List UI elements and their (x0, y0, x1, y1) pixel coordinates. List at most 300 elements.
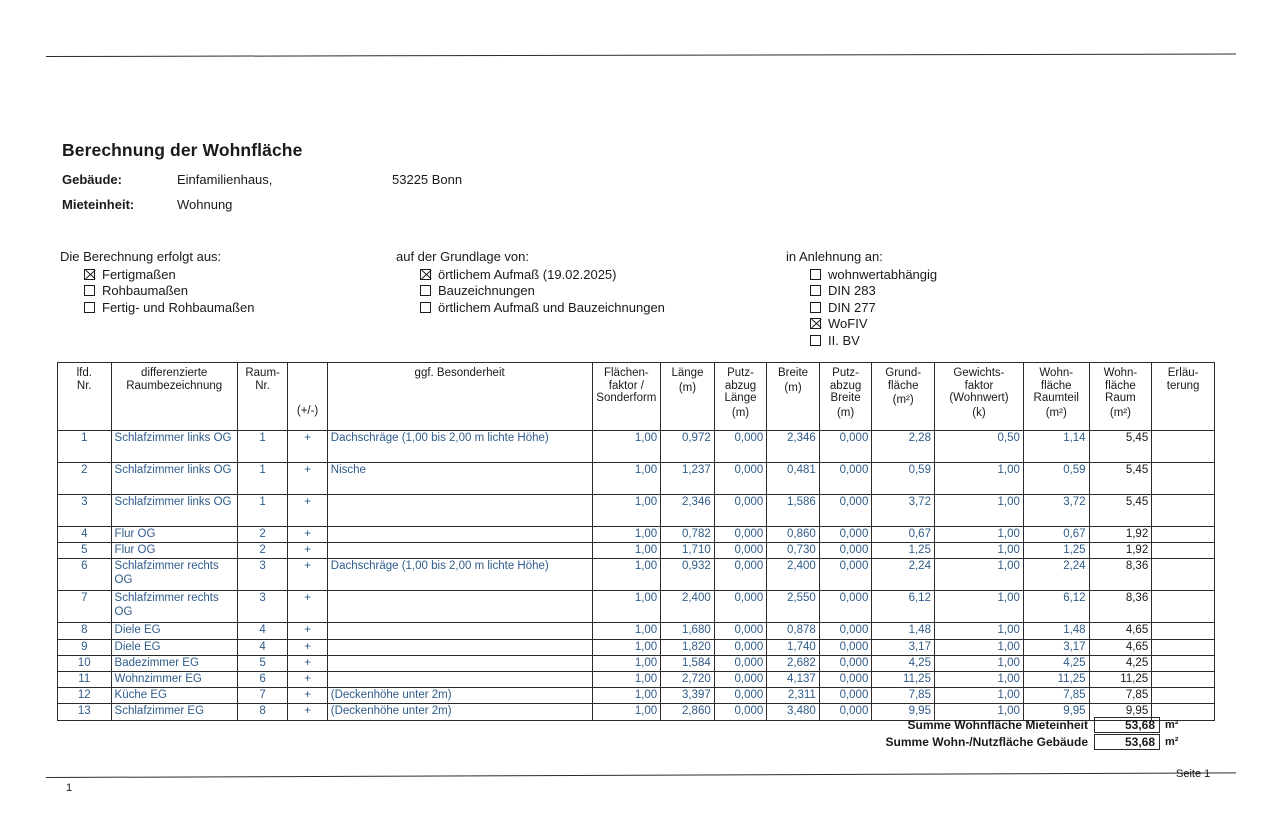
table-row (58, 639, 1215, 655)
cell-wfrt: 4,25 (1023, 655, 1089, 671)
basis-option-1[interactable] (60, 283, 254, 300)
cell-name: Flur OG (111, 527, 237, 543)
cell-breite: 1,586 (767, 495, 820, 527)
standard-option-label: WoFIV (828, 316, 868, 332)
cell-ff: 1,00 (592, 591, 661, 623)
cell-erl (1152, 672, 1215, 688)
summary-label: Summe Wohn-/Nutzfläche Gebäude (885, 734, 1088, 749)
cell-wfrt: 6,12 (1023, 591, 1089, 623)
cell-lfd: 9 (58, 639, 112, 655)
area-calculation-table (57, 362, 1215, 721)
cell-wfrt: 3,72 (1023, 495, 1089, 527)
cell-lfd: 11 (58, 672, 112, 688)
building-label: Gebäude: (62, 172, 122, 187)
standard-option-3[interactable] (786, 316, 937, 333)
cell-bes: (Deckenhöhe unter 2m) (327, 704, 592, 720)
cell-laenge: 0,972 (661, 431, 715, 463)
cell-pab: 0,000 (819, 431, 872, 463)
cell-gew: 1,00 (934, 639, 1023, 655)
table-column-header-14 (1152, 363, 1215, 431)
cell-lfd: 10 (58, 655, 112, 671)
cell-raum: 3 (237, 559, 288, 591)
unit-label: Mieteinheit: (62, 197, 135, 212)
cell-lfd: 6 (58, 559, 112, 591)
table-row (58, 495, 1215, 527)
cell-wfr: 4,65 (1089, 639, 1152, 655)
standard-option-label: II. BV (828, 332, 860, 348)
cell-lfd: 13 (58, 704, 112, 720)
standard-option-label: DIN 283 (828, 283, 876, 299)
hdr-line: Nr. (255, 379, 270, 392)
cell-raum: 4 (237, 623, 288, 639)
cell-wfrt: 0,67 (1023, 527, 1089, 543)
table-column-header-0 (58, 363, 112, 431)
table-column-header-2 (237, 363, 288, 431)
hdr-line: abzug (724, 379, 757, 392)
cell-raum: 4 (237, 639, 288, 655)
cell-ff: 1,00 (592, 672, 661, 688)
hdr-line: Sonderform (596, 392, 657, 405)
checkbox-unchecked-icon[interactable] (810, 335, 821, 346)
cell-erl (1152, 688, 1215, 704)
cell-lfd: 4 (58, 527, 112, 543)
cell-grund: 3,17 (872, 639, 935, 655)
cell-gew: 1,00 (934, 655, 1023, 671)
cell-pm: + (288, 495, 327, 527)
cell-name: Schlafzimmer rechts OG (111, 559, 237, 591)
cell-grund: 11,25 (872, 672, 935, 688)
cell-pm: + (288, 623, 327, 639)
cell-gew: 1,00 (934, 463, 1023, 495)
cell-pab: 0,000 (819, 672, 872, 688)
cell-bes (327, 672, 592, 688)
building-location: 53225 Bonn (392, 172, 463, 187)
cell-grund: 1,48 (872, 623, 935, 639)
building-value: Einfamilienhaus, (177, 172, 273, 187)
meta-row-unit (62, 197, 592, 222)
cell-pal: 0,000 (714, 591, 767, 623)
cell-pm: + (288, 431, 327, 463)
hdr-line: faktor (964, 379, 994, 392)
basis-option-2[interactable] (60, 299, 254, 316)
cell-pab: 0,000 (819, 704, 872, 720)
table-column-header-4 (327, 363, 592, 431)
checkbox-unchecked-icon[interactable] (420, 285, 431, 296)
cell-wfr: 8,36 (1089, 591, 1152, 623)
cell-name: Schlafzimmer links OG (111, 495, 237, 527)
cell-ff: 1,00 (592, 704, 661, 720)
table-column-header-9 (819, 363, 872, 431)
cell-wfrt: 0,59 (1023, 463, 1089, 495)
cell-ff: 1,00 (592, 431, 661, 463)
table-row (58, 672, 1215, 688)
cell-bes: Dachschräge (1,00 bis 2,00 m lichte Höhe) (327, 431, 592, 463)
cell-ff: 1,00 (592, 688, 661, 704)
basis-option-0[interactable] (60, 266, 254, 283)
cell-pab: 0,000 (819, 543, 872, 559)
cell-bes: Dachschräge (1,00 bis 2,00 m lichte Höhe) (327, 559, 592, 591)
cell-bes: Nische (327, 463, 592, 495)
hdr-spacer (291, 367, 323, 405)
checkbox-group-source (396, 249, 665, 316)
table-column-header-10 (872, 363, 935, 431)
cell-gew: 1,00 (934, 527, 1023, 543)
cell-name: Badezimmer EG (111, 655, 237, 671)
cell-erl (1152, 463, 1215, 495)
standard-option-4[interactable] (786, 332, 937, 349)
cell-grund: 0,59 (872, 463, 935, 495)
hdr-line: lfd. (76, 367, 92, 379)
cell-erl (1152, 543, 1215, 559)
cell-pm: + (288, 655, 327, 671)
hdr-line: fläche (887, 379, 919, 392)
cell-laenge: 2,400 (661, 591, 715, 623)
cell-name: Küche EG (111, 688, 237, 704)
cell-pab: 0,000 (819, 639, 872, 655)
cell-pm: + (288, 704, 327, 720)
cell-bes (327, 543, 592, 559)
hdr-unit: (m) (678, 381, 697, 394)
cell-pal: 0,000 (714, 543, 767, 559)
basis-options (60, 266, 254, 316)
cell-wfr: 5,45 (1089, 431, 1152, 463)
hdr-line: Raum- (245, 367, 280, 379)
cell-pal: 0,000 (714, 623, 767, 639)
table-column-header-8 (767, 363, 820, 431)
cell-pal: 0,000 (714, 655, 767, 671)
summary-row (860, 716, 1178, 733)
cell-breite: 0,878 (767, 623, 820, 639)
cell-name: Flur OG (111, 543, 237, 559)
cell-ff: 1,00 (592, 623, 661, 639)
hdr-line: Raum (1105, 392, 1136, 405)
cell-name: Diele EG (111, 639, 237, 655)
page-title: Berechnung der Wohnfläche (62, 139, 303, 160)
cell-pal: 0,000 (714, 559, 767, 591)
cell-raum: 3 (237, 591, 288, 623)
cell-bes (327, 591, 592, 623)
cell-wfr: 4,65 (1089, 623, 1152, 639)
cell-pal: 0,000 (714, 704, 767, 720)
cell-erl (1152, 495, 1215, 527)
hdr-line: faktor / (608, 379, 644, 392)
table-column-header-13 (1089, 363, 1152, 431)
checkbox-unchecked-icon[interactable] (810, 302, 821, 313)
checkbox-group-basis (60, 249, 254, 316)
cell-erl (1152, 527, 1215, 543)
cell-erl (1152, 559, 1215, 591)
basis-option-label: Fertig- und Rohbaumaßen (102, 299, 255, 315)
table-row (58, 463, 1215, 495)
cell-pal: 0,000 (714, 463, 767, 495)
hdr-line: Putz- (832, 367, 859, 379)
hdr-line: Raumbezeichnung (126, 379, 223, 392)
cell-laenge: 1,237 (661, 463, 715, 495)
table-column-header-12 (1023, 363, 1089, 431)
footer-left: 1 (66, 782, 73, 794)
table-column-header-11 (934, 363, 1023, 431)
cell-bes (327, 623, 592, 639)
cell-wfr: 1,92 (1089, 543, 1152, 559)
summary-unit: m² (1165, 735, 1179, 748)
cell-name: Schlafzimmer EG (111, 704, 237, 720)
cell-ff: 1,00 (592, 527, 661, 543)
cell-pm: + (288, 527, 327, 543)
table-column-header-3 (288, 363, 327, 431)
table-row (58, 431, 1215, 463)
source-options (396, 266, 665, 316)
cell-grund: 1,25 (872, 543, 935, 559)
cell-raum: 7 (237, 688, 288, 704)
hdr-line: Gewichts- (953, 367, 1005, 379)
cell-laenge: 0,782 (661, 527, 715, 543)
summary-row (860, 733, 1178, 750)
checkbox-unchecked-icon[interactable] (84, 302, 95, 313)
cell-breite: 3,480 (767, 704, 820, 720)
cell-pal: 0,000 (714, 431, 767, 463)
standard-option-label: wohnwertabhängig (828, 266, 938, 282)
cell-breite: 0,481 (767, 463, 820, 495)
cell-breite: 1,740 (767, 639, 820, 655)
hdr-unit: (m²) (1045, 406, 1067, 419)
hdr-line: Breite (830, 392, 861, 405)
cell-laenge: 2,720 (661, 672, 715, 688)
checkbox-checked-icon[interactable] (810, 318, 821, 329)
cell-erl (1152, 431, 1215, 463)
standard-option-2[interactable] (786, 299, 937, 316)
table-row (58, 688, 1215, 704)
cell-wfrt: 11,25 (1023, 672, 1089, 688)
cell-bes (327, 639, 592, 655)
cell-pal: 0,000 (714, 639, 767, 655)
checkbox-unchecked-icon[interactable] (84, 285, 95, 296)
cell-breite: 0,730 (767, 543, 820, 559)
cell-ff: 1,00 (592, 495, 661, 527)
table-row (58, 591, 1215, 623)
cell-ff: 1,00 (592, 559, 661, 591)
cell-wfr: 8,36 (1089, 559, 1152, 591)
cell-breite: 0,860 (767, 527, 820, 543)
cell-gew: 1,00 (934, 704, 1023, 720)
cell-erl (1152, 655, 1215, 671)
cell-grund: 6,12 (872, 591, 935, 623)
summary-label: Summe Wohnfläche Mieteinheit (907, 717, 1088, 732)
cell-grund: 2,24 (872, 559, 935, 591)
standard-option-0[interactable] (786, 266, 937, 283)
standard-option-1[interactable] (786, 283, 937, 300)
cell-laenge: 1,584 (661, 655, 715, 671)
cell-laenge: 2,346 (661, 495, 715, 527)
cell-grund: 2,28 (872, 431, 935, 463)
hdr-line: differenzierte (141, 367, 208, 379)
cell-lfd: 5 (58, 543, 112, 559)
cell-grund: 4,25 (872, 655, 935, 671)
summary-block (860, 716, 1178, 750)
source-option-label: örtlichem Aufmaß und Bauzeichnungen (438, 299, 665, 315)
source-option-1[interactable] (396, 283, 665, 300)
summary-unit: m² (1165, 718, 1179, 731)
checkbox-unchecked-icon[interactable] (810, 269, 821, 280)
hdr-line: abzug (829, 379, 862, 392)
cell-ff: 1,00 (592, 655, 661, 671)
source-option-label: Bauzeichnungen (438, 283, 535, 299)
hdr-unit: (m²) (1109, 406, 1131, 419)
hdr-unit: (m) (836, 406, 855, 419)
table-row (58, 655, 1215, 671)
cell-grund: 3,72 (872, 495, 935, 527)
cell-laenge: 3,397 (661, 688, 715, 704)
standard-option-label: DIN 277 (828, 299, 876, 315)
cell-erl (1152, 639, 1215, 655)
cell-wfrt: 7,85 (1023, 688, 1089, 704)
cell-grund: 7,85 (872, 688, 935, 704)
cell-raum: 2 (237, 527, 288, 543)
cell-gew: 1,00 (934, 543, 1023, 559)
basis-group-heading: Die Berechnung erfolgt aus: (60, 249, 222, 264)
cell-gew: 1,00 (934, 672, 1023, 688)
hdr-line: (Wohnwert) (949, 392, 1009, 405)
cell-grund: 0,67 (872, 527, 935, 543)
cell-wfr: 11,25 (1089, 672, 1152, 688)
cell-breite: 2,400 (767, 559, 820, 591)
cell-name: Schlafzimmer links OG (111, 463, 237, 495)
cell-pm: + (288, 559, 327, 591)
hdr-line: Länge (724, 392, 757, 405)
checkbox-group-standard (786, 249, 937, 349)
source-option-2[interactable] (396, 299, 665, 316)
cell-pm: + (288, 543, 327, 559)
hdr-line: Länge (671, 367, 704, 379)
hdr-line: Flächen- (603, 367, 649, 379)
basis-option-label: Rohbaumaßen (102, 283, 188, 299)
hdr-line: Raumteil (1033, 392, 1079, 405)
cell-wfrt: 9,95 (1023, 704, 1089, 720)
table-row (58, 623, 1215, 639)
cell-wfr: 1,92 (1089, 527, 1152, 543)
table-header (58, 363, 1215, 431)
cell-bes: (Deckenhöhe unter 2m) (327, 688, 592, 704)
checkbox-checked-icon[interactable] (420, 269, 431, 280)
cell-pal: 0,000 (714, 527, 767, 543)
unit-value: Wohnung (177, 197, 233, 212)
cell-wfrt: 3,17 (1023, 639, 1089, 655)
cell-bes (327, 527, 592, 543)
checkbox-unchecked-icon[interactable] (420, 302, 431, 313)
hdr-line: Wohn- (1039, 367, 1074, 379)
cell-raum: 2 (237, 543, 288, 559)
table-header-row (58, 363, 1215, 431)
source-group-heading: auf der Grundlage von: (396, 249, 529, 264)
cell-wfr: 5,45 (1089, 495, 1152, 527)
summary-value: 53,68 (1094, 717, 1160, 733)
cell-raum: 6 (237, 672, 288, 688)
table-column-header-6 (661, 363, 715, 431)
cell-raum: 1 (237, 495, 288, 527)
cell-wfr: 5,45 (1089, 463, 1152, 495)
cell-pal: 0,000 (714, 495, 767, 527)
cell-breite: 2,346 (767, 431, 820, 463)
table-body (58, 431, 1215, 721)
hdr-line: Nr. (76, 379, 92, 392)
cell-pab: 0,000 (819, 495, 872, 527)
standard-group-heading: in Anlehnung an: (786, 249, 883, 264)
cell-name: Schlafzimmer rechts OG (111, 591, 237, 623)
hdr-line: Wohn- (1103, 367, 1138, 379)
cell-pal: 0,000 (714, 672, 767, 688)
cell-pm: + (288, 591, 327, 623)
cell-pal: 0,000 (714, 688, 767, 704)
checkbox-unchecked-icon[interactable] (810, 285, 821, 296)
cell-wfrt: 1,25 (1023, 543, 1089, 559)
cell-gew: 1,00 (934, 559, 1023, 591)
source-option-0[interactable] (396, 266, 665, 283)
cell-pab: 0,000 (819, 688, 872, 704)
cell-name: Schlafzimmer links OG (111, 431, 237, 463)
cell-pab: 0,000 (819, 591, 872, 623)
cell-raum: 8 (237, 704, 288, 720)
cell-laenge: 1,820 (661, 639, 715, 655)
hdr-line: Grund- (885, 367, 922, 379)
cell-raum: 1 (237, 463, 288, 495)
cell-grund: 9,95 (872, 704, 935, 720)
cell-lfd: 2 (58, 463, 112, 495)
cell-wfrt: 1,14 (1023, 431, 1089, 463)
hdr-line: Breite (778, 367, 809, 379)
cell-pm: + (288, 463, 327, 495)
cell-laenge: 1,680 (661, 623, 715, 639)
cell-ff: 1,00 (592, 463, 661, 495)
cell-breite: 4,137 (767, 672, 820, 688)
cell-pm: + (288, 639, 327, 655)
cell-pab: 0,000 (819, 527, 872, 543)
cell-lfd: 3 (58, 495, 112, 527)
cell-laenge: 0,932 (661, 559, 715, 591)
cell-bes (327, 655, 592, 671)
cell-wfrt: 2,24 (1023, 559, 1089, 591)
hdr-unit: (m²) (892, 394, 914, 407)
cell-ff: 1,00 (592, 543, 661, 559)
hdr-line: ggf. Besonderheit (414, 367, 505, 379)
hdr-line: fläche (1105, 379, 1136, 392)
table-column-header-1 (111, 363, 237, 431)
document-meta (62, 172, 592, 222)
hdr-unit: (m) (731, 406, 750, 419)
cell-lfd: 1 (58, 431, 112, 463)
cell-wfr: 4,25 (1089, 655, 1152, 671)
cell-erl (1152, 591, 1215, 623)
top-rule-line (46, 54, 1236, 57)
cell-breite: 2,550 (767, 591, 820, 623)
cell-erl (1152, 623, 1215, 639)
hdr-unit: (k) (972, 406, 986, 419)
source-option-label: örtlichem Aufmaß (19.02.2025) (438, 266, 617, 282)
cell-laenge: 2,860 (661, 704, 715, 720)
table-row (58, 527, 1215, 543)
summary-value: 53,68 (1094, 734, 1160, 750)
table-row (58, 543, 1215, 559)
table-column-header-5 (592, 363, 661, 431)
cell-lfd: 8 (58, 623, 112, 639)
hdr-unit: (m) (784, 381, 802, 394)
cell-pab: 0,000 (819, 559, 872, 591)
cell-raum: 5 (237, 655, 288, 671)
checkbox-checked-icon[interactable] (84, 269, 95, 280)
cell-lfd: 12 (58, 688, 112, 704)
hdr-line: Erläu- (1167, 367, 1199, 379)
cell-wfr: 7,85 (1089, 688, 1152, 704)
hdr-line: terung (1166, 379, 1200, 392)
meta-row-building (62, 172, 592, 197)
